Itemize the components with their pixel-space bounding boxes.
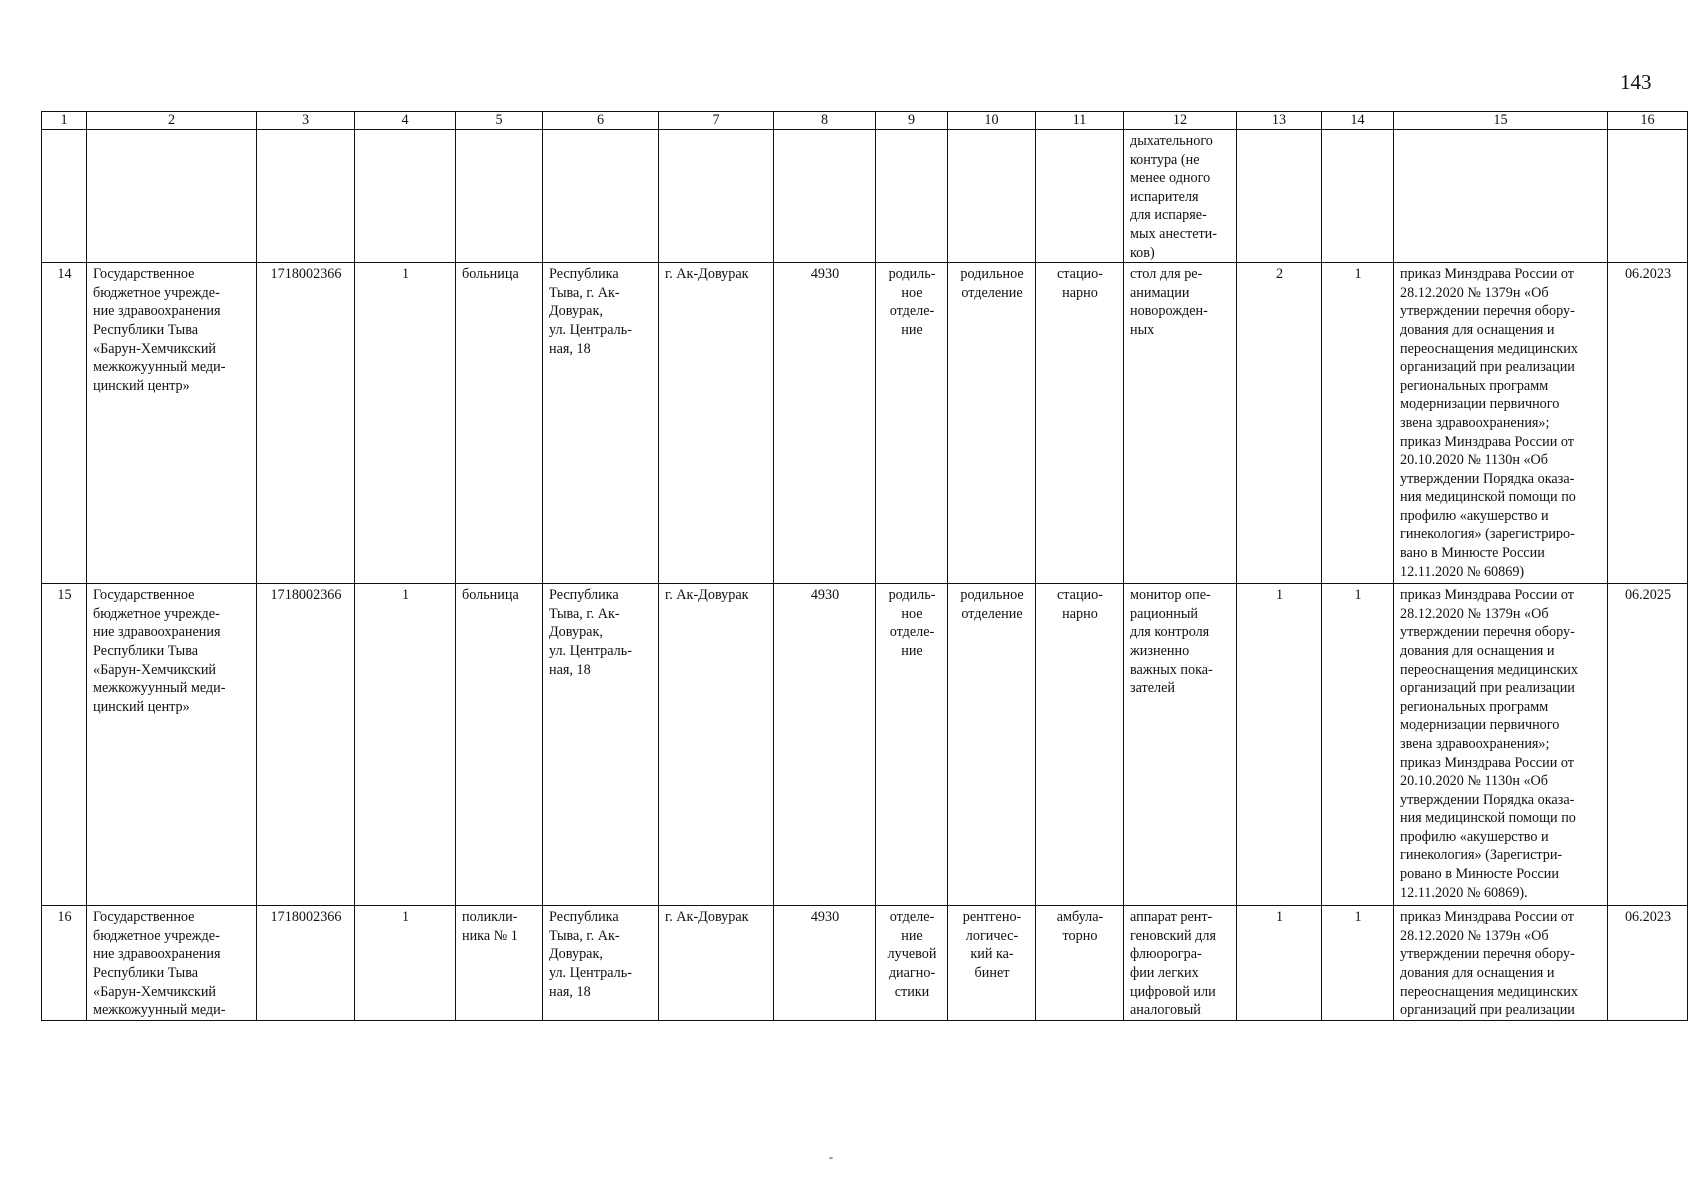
department: родиль- ное отделе- ние — [876, 263, 948, 584]
column-header: 13 — [1237, 112, 1322, 130]
okato-code: 4930 — [774, 906, 876, 1021]
legal-basis: приказ Минздрава России от 28.12.2020 № 1379н «Об утверждении перечня обору- дования для оснащения и переоснащения медицинских организаций при реализации региональных программ модернизации первичного звена здравоохранения»; приказ Минздрава России от 20.10.2020 № 1130н «Об утверждении Порядка оказа- ния медицинской помощи по профилю «акушерство и гинекология» (Зарегистри- ровано в Минюсте России 12.11.2020 № 60869). — [1394, 584, 1608, 906]
facility-type: больница — [456, 584, 543, 906]
page-number: 143 — [1620, 70, 1652, 94]
legal-basis — [1394, 130, 1608, 263]
column-header: 14 — [1322, 112, 1394, 130]
equipment-count-2 — [1322, 130, 1394, 263]
equipment-count-2: 1 — [1322, 263, 1394, 584]
equipment-table — [41, 111, 1688, 1021]
row-number: 16 — [42, 906, 87, 1021]
facility-type — [456, 130, 543, 263]
table-row — [42, 906, 1688, 1021]
column-header: 16 — [1608, 112, 1688, 130]
row-number: 14 — [42, 263, 87, 584]
equipment-count: 2 — [1237, 263, 1322, 584]
address — [543, 130, 659, 263]
deadline-date — [1608, 130, 1688, 263]
equipment-count: 1 — [1237, 906, 1322, 1021]
city — [659, 130, 774, 263]
unit: родильное отделение — [948, 584, 1036, 906]
care-mode — [1036, 130, 1124, 263]
quantity: 1 — [355, 906, 456, 1021]
address: Республика Тыва, г. Ак- Довурак, ул. Централь- ная, 18 — [543, 584, 659, 906]
organization-name: Государственное бюджетное учрежде- ние здравоохранения Республики Тыва «Барун-Хемчикский межкожуунный меди- — [87, 906, 257, 1021]
okato-code — [774, 130, 876, 263]
column-header: 2 — [87, 112, 257, 130]
column-header: 4 — [355, 112, 456, 130]
unit: рентгено- логичес- кий ка- бинет — [948, 906, 1036, 1021]
inn: 1718002366 — [257, 584, 355, 906]
equipment-name: дыхательного контура (не менее одного испарителя для испаряе- мых анестети- ков) — [1124, 130, 1237, 263]
unit: родильное отделение — [948, 263, 1036, 584]
column-header: 7 — [659, 112, 774, 130]
column-header: 15 — [1394, 112, 1608, 130]
column-header: 6 — [543, 112, 659, 130]
organization-name — [87, 130, 257, 263]
address: Республика Тыва, г. Ак- Довурак, ул. Централь- ная, 18 — [543, 263, 659, 584]
unit — [948, 130, 1036, 263]
equipment-count — [1237, 130, 1322, 263]
legal-basis: приказ Минздрава России от 28.12.2020 № 1379н «Об утверждении перечня обору- дования для оснащения и переоснащения медицинских организаций при реализации — [1394, 906, 1608, 1021]
column-header: 5 — [456, 112, 543, 130]
legal-basis: приказ Минздрава России от 28.12.2020 № 1379н «Об утверждении перечня обору- дования для оснащения и переоснащения медицинских организаций при реализации региональных программ модернизации первичного звена здравоохранения»; приказ Минздрава России от 20.10.2020 № 1130н «Об утверждении Порядка оказа- ния медицинской помощи по профилю «акушерство и гинекология» (зарегистриро- вано в Минюсте России 12.11.2020 № 60869) — [1394, 263, 1608, 584]
organization-name: Государственное бюджетное учрежде- ние здравоохранения Республики Тыва «Барун-Хемчикский межкожуунный меди- цинский центр» — [87, 263, 257, 584]
column-header: 10 — [948, 112, 1036, 130]
inn: 1718002366 — [257, 263, 355, 584]
equipment-name: стол для ре- анимации новорожден- ных — [1124, 263, 1237, 584]
organization-name: Государственное бюджетное учрежде- ние здравоохранения Республики Тыва «Барун-Хемчикский межкожуунный меди- цинский центр» — [87, 584, 257, 906]
equipment-count: 1 — [1237, 584, 1322, 906]
city: г. Ак-Довурак — [659, 906, 774, 1021]
column-header: 9 — [876, 112, 948, 130]
table-row — [42, 584, 1688, 906]
column-header: 1 — [42, 112, 87, 130]
department: отделе- ние лучевой диагно- стики — [876, 906, 948, 1021]
inn: 1718002366 — [257, 906, 355, 1021]
quantity: 1 — [355, 584, 456, 906]
equipment-count-2: 1 — [1322, 584, 1394, 906]
deadline-date: 06.2023 — [1608, 263, 1688, 584]
column-header: 11 — [1036, 112, 1124, 130]
footer-mark: - — [829, 1150, 833, 1164]
inn — [257, 130, 355, 263]
equipment-name: аппарат рент- геновский для флюорогра- фии легких цифровой или аналоговый — [1124, 906, 1237, 1021]
row-number — [42, 130, 87, 263]
city: г. Ак-Довурак — [659, 584, 774, 906]
equipment-count-2: 1 — [1322, 906, 1394, 1021]
quantity: 1 — [355, 263, 456, 584]
department — [876, 130, 948, 263]
table-row — [42, 263, 1688, 584]
deadline-date: 06.2025 — [1608, 584, 1688, 906]
quantity — [355, 130, 456, 263]
care-mode: стацио- нарно — [1036, 584, 1124, 906]
facility-type: больница — [456, 263, 543, 584]
facility-type: поликли- ника № 1 — [456, 906, 543, 1021]
address: Республика Тыва, г. Ак- Довурак, ул. Централь- ная, 18 — [543, 906, 659, 1021]
okato-code: 4930 — [774, 584, 876, 906]
row-number: 15 — [42, 584, 87, 906]
okato-code: 4930 — [774, 263, 876, 584]
care-mode: амбула- торно — [1036, 906, 1124, 1021]
city: г. Ак-Довурак — [659, 263, 774, 584]
equipment-name: монитор опе- рационный для контроля жизненно важных пока- зателей — [1124, 584, 1237, 906]
care-mode: стацио- нарно — [1036, 263, 1124, 584]
deadline-date: 06.2023 — [1608, 906, 1688, 1021]
column-header: 12 — [1124, 112, 1237, 130]
column-header: 3 — [257, 112, 355, 130]
table-row — [42, 130, 1688, 263]
column-header: 8 — [774, 112, 876, 130]
department: родиль- ное отделе- ние — [876, 584, 948, 906]
column-number-row — [42, 112, 1688, 130]
